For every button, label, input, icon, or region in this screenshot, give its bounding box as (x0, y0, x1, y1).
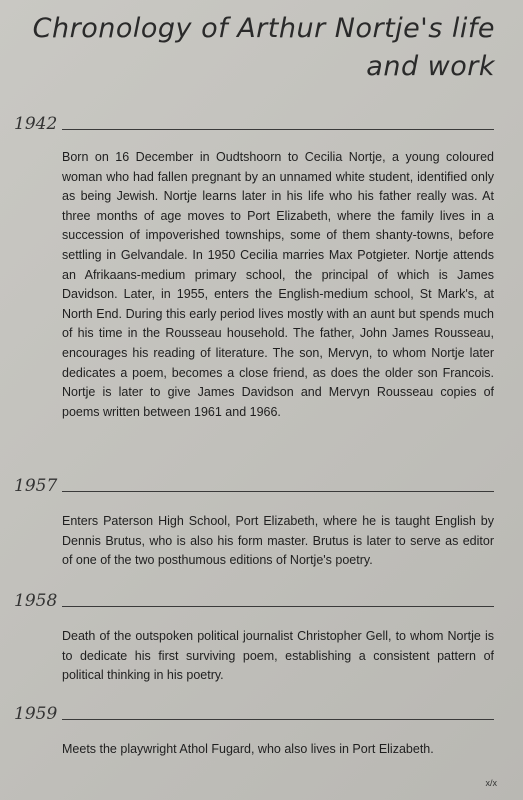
year-rule (62, 606, 494, 607)
year-heading-1942 (14, 112, 494, 134)
year-label: 1942 (14, 114, 58, 134)
entry-text-1957: Enters Paterson High School, Port Elizabeth, where he is taught English by Dennis Brutus, who is also his form master. Brutus is later to serve as editor of one of the two posthumous editions of Nortje's poetry. (62, 514, 494, 568)
entry-text-1958: Death of the outspoken political journalist Christopher Gell, to whom Nortje is to dedicate his first surviving poem, establishing a consistent pattern of political thinking in his poetry. (62, 629, 494, 683)
year-rule (62, 491, 494, 492)
year-heading-1957 (14, 474, 494, 496)
year-rule (62, 719, 494, 720)
year-label: 1958 (14, 591, 58, 611)
entry-text-1959: Meets the playwright Athol Fugard, who also lives in Port Elizabeth. (62, 742, 434, 756)
entry-text-1942: Born on 16 December in Oudtshoorn to Cecilia Nortje, a young coloured woman who had fallen pregnant by an unnamed white student, identified only as being Jewish. Nortje learns later in his life who his father really was. At three months of age moves to Port Elizabeth, where the family lives in a succession of impoverished townships, some of them shanty-towns, before settling in Gelvandale. In 1950 Cecilia marries Max Potgieter. Nortje attends an Afrikaans-medium primary school, the principal of which is James Davidson. Later, in 1955, enters the English-medium school, St Mark's, at North End. During this early period lives mostly with an aunt but spends much of his time in the Rousseau household. The father, John James Rousseau, encourages his reading of literature. The son, Mervyn, to whom Nortje later dedicates a poem, becomes a close friend, as does the older son Francois. Nortje is later to give James Davidson and Mervyn Rousseau copies of poems written between 1961 and 1966. (62, 150, 494, 419)
page-title: Chronology of Arthur Nortje's life and work (32, 13, 495, 82)
year-label: 1959 (14, 704, 58, 724)
page-number: x/x (485, 778, 497, 788)
year-label: 1957 (14, 476, 58, 496)
year-heading-1959 (14, 702, 494, 724)
year-rule (62, 129, 494, 130)
year-heading-1958 (14, 589, 494, 611)
